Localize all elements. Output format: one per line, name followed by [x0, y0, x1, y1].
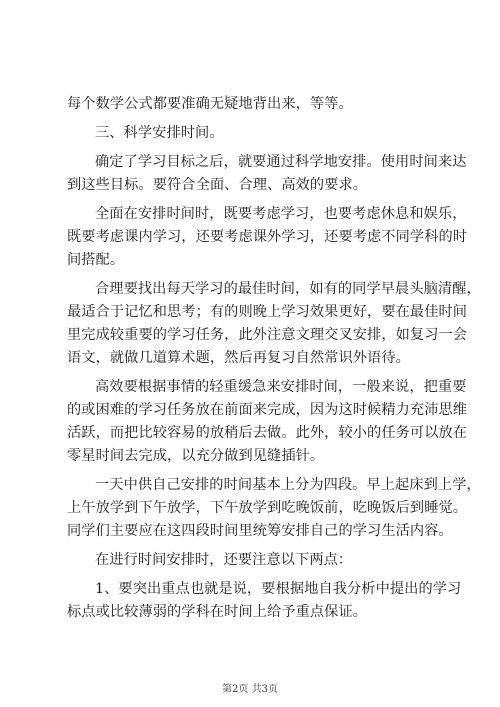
body-line: 1、要突出重点也就是说，要根据地自我分析中提出的学习 [95, 581, 462, 597]
body-line: 一天中供自己安排的时间基本上分为四段。早上起床到上学， [95, 477, 481, 493]
body-line: 高效要根据事情的轻重缓急来安排时间，一般来说，把重要 [95, 379, 467, 395]
body-line: 上午放学到下午放学，下午放学到吃晚饭前，吃晚饭后到睡觉。 [67, 500, 468, 516]
body-line: 同学们主要应在这四段时间里统筹安排自己的学习生活内容。 [67, 523, 453, 539]
section-heading: 三、科学安排时间。 [95, 125, 224, 141]
body-line: 每个数学公式都要准确无疑地背出来，等等。 [67, 96, 353, 112]
body-line: 里完成较重要的学习任务，此外注意文理交叉安排，如复习一会 [67, 327, 468, 343]
body-line: 最适合于记忆和思考；有的则晚上学习效果更好，要在最佳时间 [67, 304, 468, 320]
body-line: 合理要找出每天学习的最佳时间，如有的同学早晨头脑清醒， [95, 281, 481, 297]
body-line: 活跃，而把比较容易的放稍后去做。此外，较小的任务可以放在 [67, 425, 468, 441]
body-line: 全面在安排时间时，既要考虑学习，也要考虑休息和娱乐， [95, 206, 467, 222]
body-line: 既要考虑课内学习，还要考虑课外学习，还要考虑不同学科的时 [67, 229, 468, 245]
body-line: 零星时间去完成，以充分做到见缝插针。 [67, 448, 325, 464]
page-number-footer: 第2页 共3页 [222, 684, 278, 695]
body-line: 确定了学习目标之后，就要通过科学地安排。使用时间来达 [95, 154, 467, 170]
body-line: 到这些目标。要符合全面、合理、高效的要求。 [67, 177, 368, 193]
body-line: 在进行时间安排时，还要注意以下两点： [95, 552, 353, 568]
body-line: 的或困难的学习任务放在前面来完成，因为这时候精力充沛思维 [67, 402, 468, 418]
body-line: 语文，就做几道算术题，然后再复习自然常识外语待。 [67, 350, 410, 366]
body-line: 标点或比较薄弱的学科在时间上给予重点保证。 [67, 604, 368, 620]
body-line: 间搭配。 [67, 252, 125, 268]
